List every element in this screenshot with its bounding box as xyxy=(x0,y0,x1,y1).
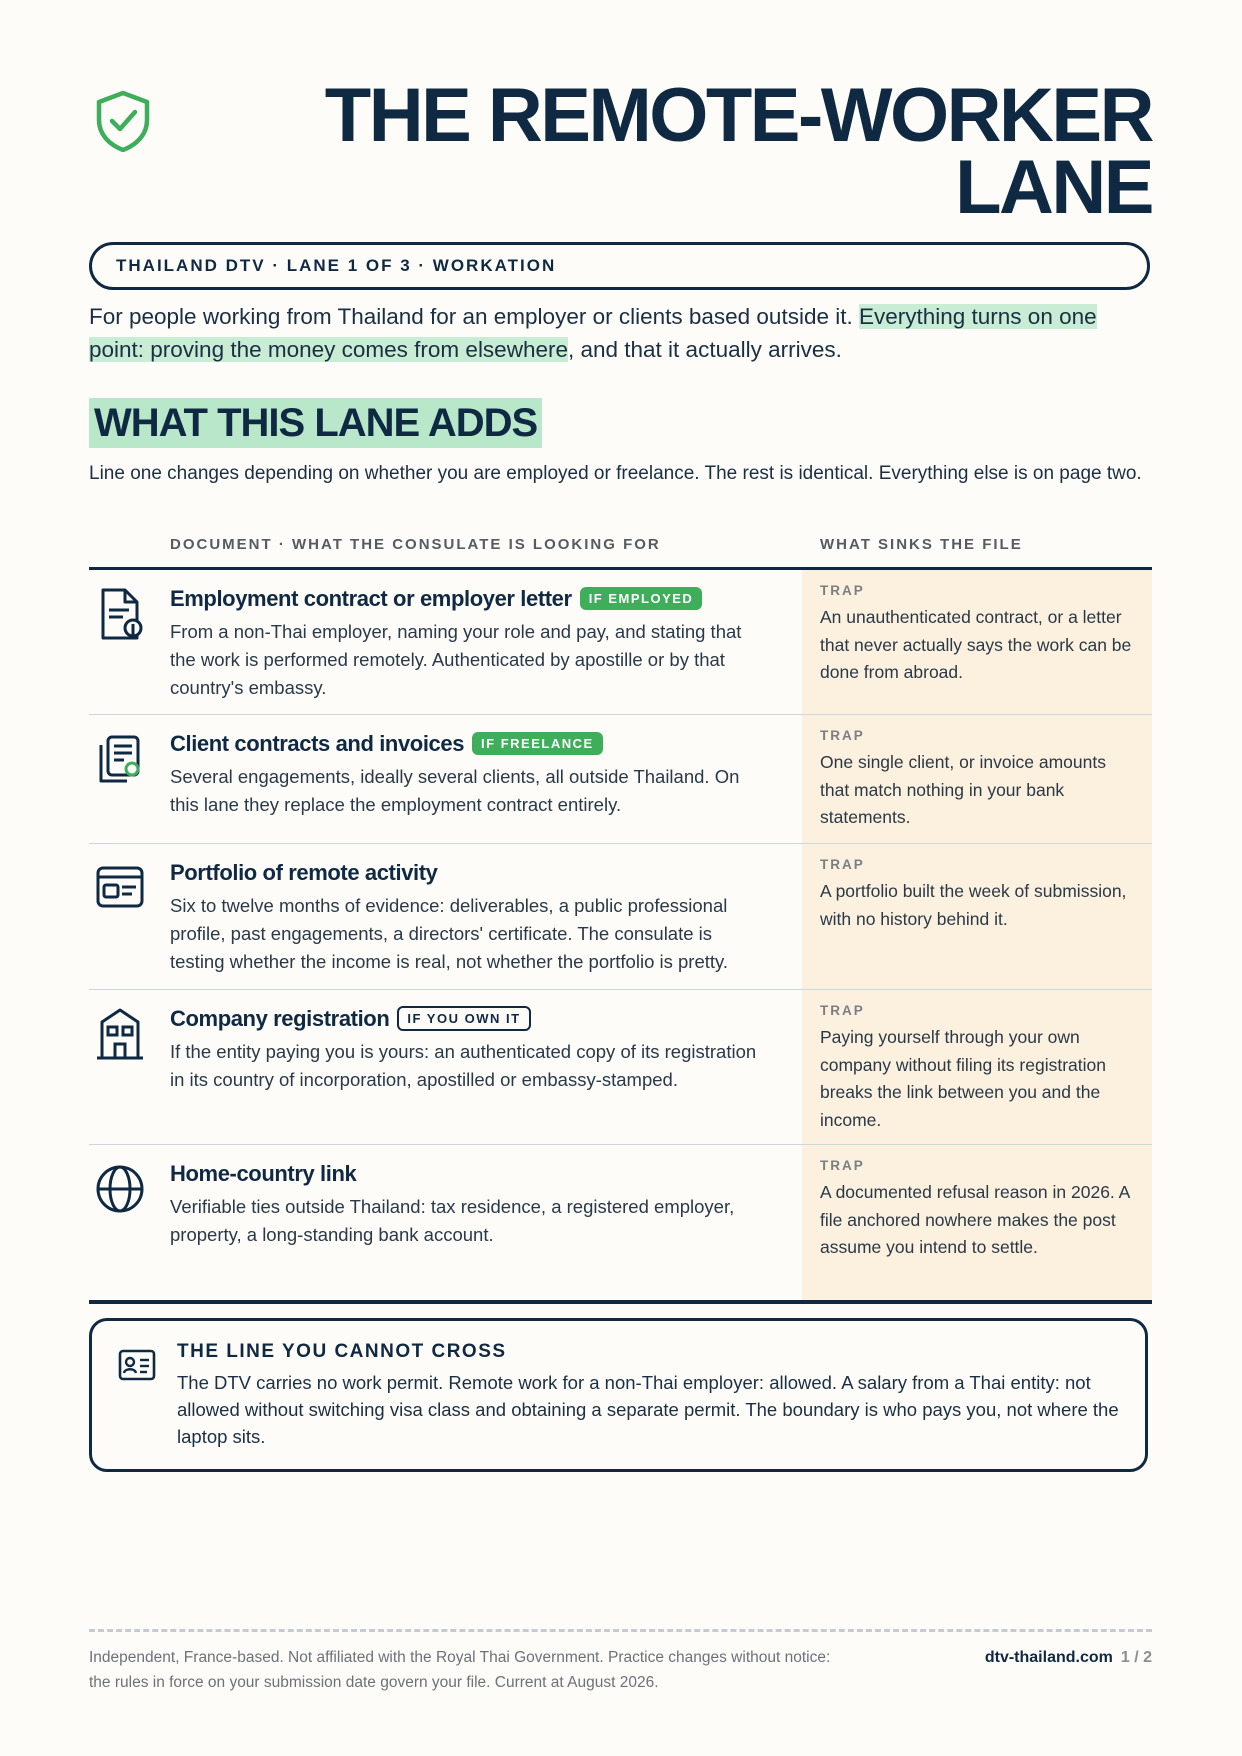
tag-badge: IF FREELANCE xyxy=(472,732,603,755)
page xyxy=(89,0,1152,1756)
row-title xyxy=(170,584,761,614)
trap-label: TRAP xyxy=(820,583,865,598)
row-title xyxy=(170,729,761,759)
trap-text: One single client, or invoice amounts that match nothing in your bank statements. xyxy=(820,752,1106,827)
trap-text: A documented refusal reason in 2026. A file anchored nowhere makes the post assume you intend to settle. xyxy=(820,1182,1130,1257)
table-row xyxy=(89,844,1152,990)
row-title xyxy=(170,858,761,888)
callout-title: THE LINE YOU CANNOT CROSS xyxy=(177,1341,507,1362)
table-row xyxy=(89,1145,1152,1300)
trap-text: An unauthenticated contract, or a letter that never actually says the work can be done from abroad. xyxy=(820,607,1132,682)
trap-label: TRAP xyxy=(820,857,865,872)
row-description: If the entity paying you is yours: an authenticated copy of its registration in its country of incorporation, apostilled or embassy-stamped. xyxy=(170,1041,757,1090)
portfolio-card-icon xyxy=(95,860,145,916)
trap-cell xyxy=(802,1145,1152,1300)
trap-text: A portfolio built the week of submission, with no history behind it. xyxy=(820,881,1127,929)
trap-text: Paying yourself through your own company without filing its registration breaks the link between you and the income. xyxy=(820,1027,1106,1130)
intro-text-1: For people working from Thailand for an employer or clients based outside it. xyxy=(89,304,859,329)
row-title-text: Company registration xyxy=(170,1006,390,1031)
page-title xyxy=(324,73,1152,230)
id-card-icon xyxy=(118,1349,156,1381)
callout-box xyxy=(89,1318,1148,1472)
section-heading: WHAT THIS LANE ADDS xyxy=(89,398,542,448)
footer-note: Independent, France-based. Not affiliated with the Royal Thai Government. Practice changes without notice: the rules in force on your submission date govern your file. Current at August 2026. xyxy=(89,1649,831,1691)
stacked-documents-icon xyxy=(95,731,145,787)
table-row xyxy=(89,990,1152,1145)
callout-text: The DTV carries no work permit. Remote work for a non-Thai employer: allowed. A salary from a Thai entity: not allowed without switching visa class and obtaining a separate permit. The boundary is who pays you, not where the laptop sits. xyxy=(177,1372,1119,1447)
building-icon xyxy=(95,1006,145,1062)
row-description: Several engagements, ideally several clients, all outside Thailand. On this lane they replace the employment contract entirely. xyxy=(170,766,740,815)
trap-label: TRAP xyxy=(820,1003,865,1018)
title-line-2: LANE xyxy=(955,145,1152,230)
trap-label: TRAP xyxy=(820,1158,865,1173)
row-title-text: Employment contract or employer letter xyxy=(170,586,572,611)
intro-highlight: Everything turns on one point: proving the money comes from elsewhere xyxy=(89,304,1097,362)
trap-cell xyxy=(802,715,1152,843)
trap-cell xyxy=(802,990,1152,1144)
tag-badge: IF YOU OWN IT xyxy=(397,1006,530,1031)
footer-divider xyxy=(89,1629,1152,1632)
documents-table xyxy=(89,567,1152,1304)
page-number: 1 / 2 xyxy=(1120,1649,1152,1666)
trap-label: TRAP xyxy=(820,728,865,743)
row-description: Verifiable ties outside Thailand: tax residence, a registered employer, property, a long-standing bank account. xyxy=(170,1196,735,1245)
row-description: From a non-Thai employer, naming your role and pay, and stating that the work is performed remotely. Authenticated by apostille or by that country's embassy. xyxy=(170,621,742,698)
row-title-text: Client contracts and invoices xyxy=(170,731,465,756)
title-line-1: THE REMOTE-WORKER xyxy=(324,73,1152,158)
footer-site: dtv-thailand.com xyxy=(984,1649,1113,1666)
table-row xyxy=(89,570,1152,715)
lane-pill-label: THAILAND DTV · LANE 1 OF 3 · WORKATION xyxy=(116,256,557,275)
lane-pill xyxy=(89,242,1150,290)
trap-cell xyxy=(802,844,1152,989)
intro-text-2: , and that it actually arrives. xyxy=(567,337,842,362)
shield-check-icon xyxy=(95,90,151,152)
document-seal-icon xyxy=(95,586,145,642)
row-title xyxy=(170,1159,761,1189)
tag-badge: IF EMPLOYED xyxy=(580,587,703,610)
column-header-document: DOCUMENT · WHAT THE CONSULATE IS LOOKING FOR xyxy=(170,536,661,553)
row-title xyxy=(170,1004,761,1034)
trap-cell xyxy=(802,570,1152,714)
row-description: Six to twelve months of evidence: deliverables, a public professional profile, past engagements, a directors' certificate. The consulate is testing whether the income is real, not whether the portfolio is pretty. xyxy=(170,895,729,972)
footer-right xyxy=(985,1645,1152,1670)
globe-icon xyxy=(95,1161,145,1217)
intro-paragraph xyxy=(89,300,1152,366)
section-lead: Line one changes depending on whether you are employed or freelance. The rest is identical. Everything else is on page two. xyxy=(89,463,1142,484)
row-title-text: Portfolio of remote activity xyxy=(170,860,438,885)
row-title-text: Home-country link xyxy=(170,1161,357,1186)
column-header-trap: WHAT SINKS THE FILE xyxy=(820,536,1023,553)
table-row xyxy=(89,715,1152,844)
